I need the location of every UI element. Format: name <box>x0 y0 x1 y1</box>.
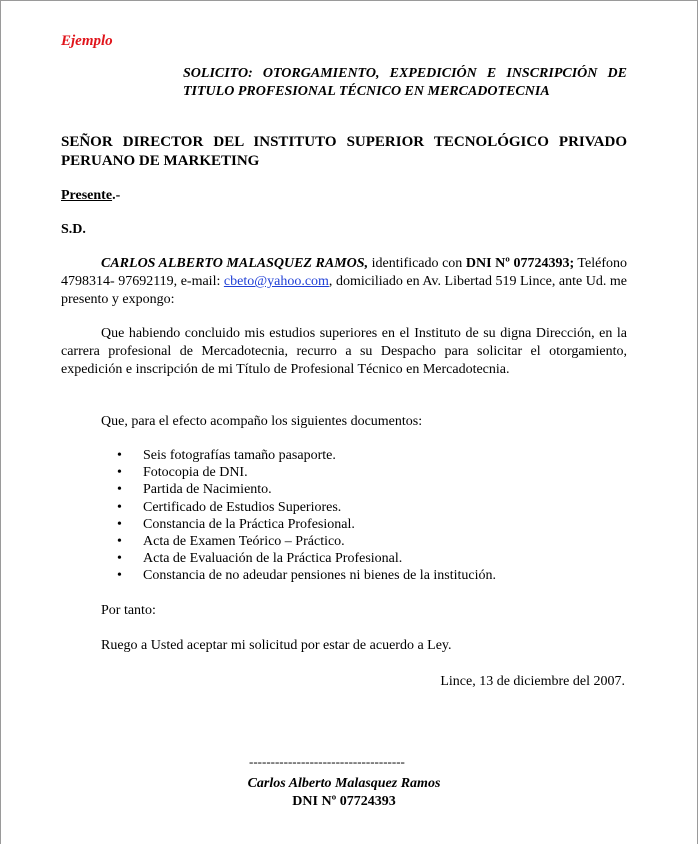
date-line: Lince, 13 de diciembre del 2007. <box>440 674 625 689</box>
bullet-icon: • <box>117 516 122 532</box>
intro-phone: Teléfono 4798314- 97692119, e-mail: <box>61 256 627 289</box>
greeting-sd: S.D. <box>61 222 86 237</box>
signature-dni <box>1 794 699 810</box>
applicant-dni: DNI Nº 07724393; <box>465 256 575 271</box>
bullet-icon: • <box>117 448 122 463</box>
list-item-text: Acta de Examen Teórico – Práctico. <box>143 534 345 550</box>
presente-text: Presente <box>61 188 113 203</box>
signature-name-text: Carlos Alberto Malasquez Ramos <box>247 776 441 791</box>
addressee-heading: SEÑOR DIRECTOR DEL INSTITUTO SUPERIOR TECNOLÓGICO PRIVADO PERUANO DE MARKETING <box>61 134 627 169</box>
applicant-name: CARLOS ALBERTO MALASQUEZ RAMOS, <box>101 256 369 271</box>
list-item-text: Seis fotografías tamaño pasaporte. <box>143 448 336 463</box>
bullet-icon: • <box>117 499 122 515</box>
bullet-icon: • <box>117 551 122 567</box>
list-item <box>117 464 496 481</box>
presente-suffix: .- <box>112 188 121 203</box>
closing-request: Ruego a Usted aceptar mi solicitud por estar de acuerdo a Ley. <box>101 638 452 653</box>
subject-heading: SOLICITO: OTORGAMIENTO, EXPEDICIÓN E INSCRIPCIÓN DE TITULO PROFESIONAL TÉCNICO EN MERCADOTECNIA <box>183 66 627 99</box>
signature-line: ------------------------------------ <box>249 754 405 769</box>
list-item <box>117 481 496 498</box>
list-item <box>117 516 496 533</box>
bullet-icon: • <box>117 568 122 584</box>
list-item-text: Fotocopia de DNI. <box>143 465 248 481</box>
documents-list <box>117 447 496 585</box>
body-paragraph <box>61 325 627 379</box>
list-item-text: Partida de Nacimiento. <box>143 482 272 498</box>
intro-identified: identificado con <box>368 256 466 271</box>
email-link[interactable]: cbeto@yahoo.com <box>223 274 329 289</box>
signature-dni-text: DNI Nº 07724393 <box>292 794 396 809</box>
list-item-text: Acta de Evaluación de la Práctica Profesional. <box>143 551 403 567</box>
bullet-icon: • <box>117 482 122 498</box>
list-item <box>117 533 496 550</box>
documents-intro: Que, para el efecto acompaño los siguientes documentos: <box>101 414 423 429</box>
bullet-icon: • <box>117 465 122 481</box>
list-item <box>117 567 496 584</box>
list-item <box>117 550 496 567</box>
intro-address: , domiciliado en Av. Libertad 519 Lince, ante Ud. me presento y expongo: <box>61 274 627 307</box>
signature-name <box>1 776 699 792</box>
closing-por-tanto: Por tanto: <box>101 603 156 618</box>
body-paragraph-text: Que habiendo concluido mis estudios superiores en el Instituto de su digna Dirección, en la carrera profesional de Mercadotecnia, recurro a su Despacho para solicitar el otorgamiento, expedición e inscripción de mi Título de Profesional Técnico en Mercadotecnia. <box>61 326 627 377</box>
list-item-text: Constancia de la Práctica Profesional. <box>143 516 355 532</box>
list-item-text: Certificado de Estudios Superiores. <box>143 499 342 515</box>
example-label: Ejemplo <box>61 33 113 49</box>
list-item-text: Constancia de no adeudar pensiones ni bienes de la institución. <box>143 568 497 584</box>
greeting-presente <box>61 188 120 204</box>
bullet-icon: • <box>117 534 122 550</box>
intro-paragraph <box>61 255 627 309</box>
list-item <box>117 447 496 464</box>
list-item <box>117 499 496 516</box>
